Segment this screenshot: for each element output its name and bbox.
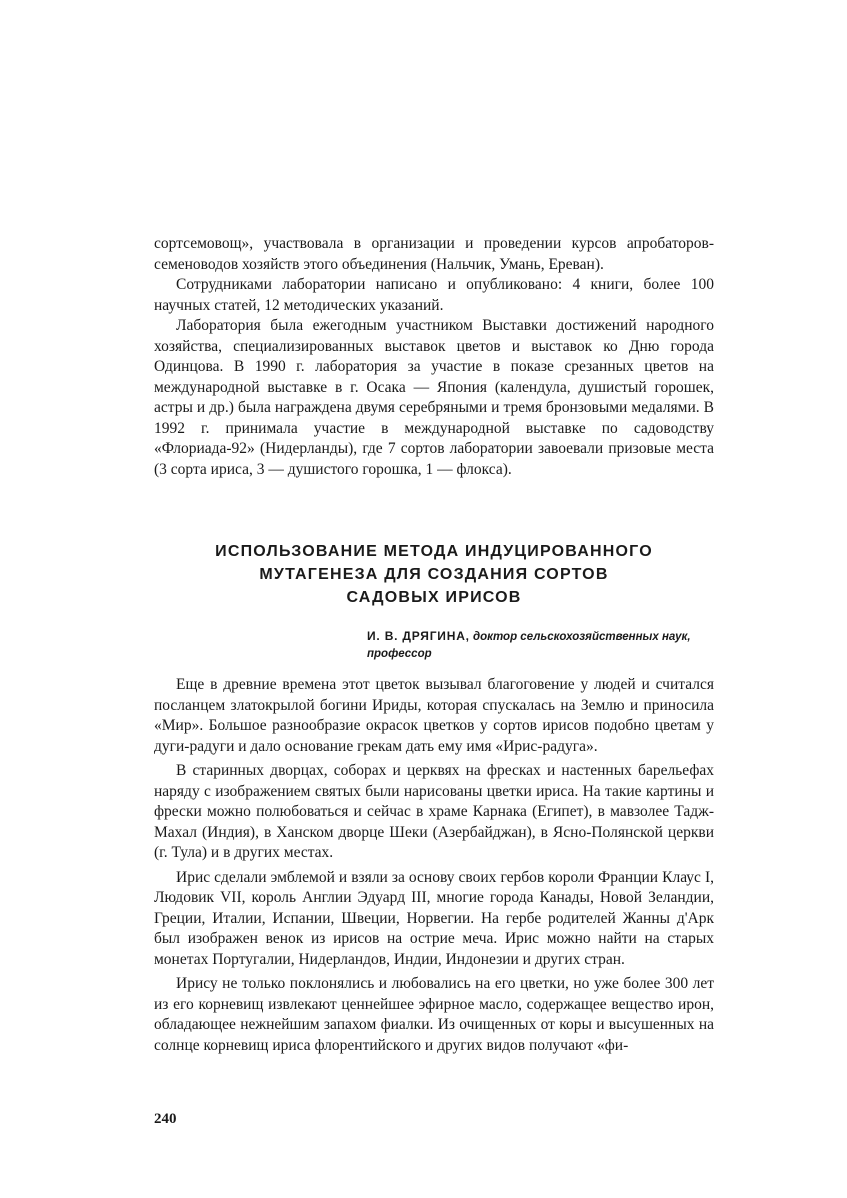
page-number: 240 xyxy=(154,1111,177,1127)
author-name: И. В. ДРЯГИНА, xyxy=(367,629,470,643)
exhibitions-paragraph: Лаборатория была ежегодным участником Выставки достижений народного хозяйства, специализированных выставок цветов и выставок ко Дню города Одинцова. В 1990 г. лаборатория за участие в показе срезанных цветов на международной выставке в г. Осака — Япония (календула, душистый горошек, астры и др.) была награждена двумя серебряными и тремя бронзовыми медалями. В 1992 г. принимала участие в международной выставке по садоводству «Флориада-92» (Нидерланды), где 7 сортов лаборатории завоевали призовые места (3 сорта ириса, 3 — душистого горошка, 1 — флокса). xyxy=(154,317,714,478)
author-credentials: доктор сельскохозяйственных наук, профессор xyxy=(367,631,691,660)
previous-article-ending xyxy=(154,234,714,480)
title-line-1: ИСПОЛЬЗОВАНИЕ МЕТОДА ИНДУЦИРОВАННОГО xyxy=(215,543,653,560)
body-paragraph: Ирису не только поклонялись и любовались на его цветки, но уже более 300 лет из его корневищ извлекают ценнейшее эфирное масло, содержащее вещество ирон, обладающее нежнейшим запахом фиалки. Из очищенных от коры и высушенных на солнце корневищ ириса флорентийского и других видов получают «фи- xyxy=(154,975,714,1054)
publications-paragraph: Сотрудниками лаборатории написано и опубликовано: 4 книги, более 100 научных статей, 12 методических указаний. xyxy=(154,276,714,314)
article-body xyxy=(154,675,714,1056)
body-paragraph: Ирис сделали эмблемой и взяли за основу своих гербов короли Франции Клаус I, Людовик VII, король Англии Эдуард III, многие города Канады, Новой Зеландии, Греции, Италии, Испании, Швеции, Норвегии. На гербе родителей Жанны д'Арк был изображен венок из ирисов на острие меча. Ирис можно найти на старых монетах Португалии, Нидерландов, Индии, Индонезии и других стран. xyxy=(154,868,714,968)
article-title xyxy=(154,540,714,609)
title-line-2: МУТАГЕНЕЗА ДЛЯ СОЗДАНИЯ СОРТОВ xyxy=(259,566,609,583)
author-byline xyxy=(367,628,707,663)
body-paragraph: В старинных дворцах, соборах и церквях на фресках и настенных барельефах наряду с изображением святых были нарисованы цветки ириса. На такие картины и фрески можно полюбоваться и сейчас в храме Карнака (Египет), в мавзолее Тадж-Махал (Индия), в Ханском дворце Шеки (Азербайджан), в Ясно-Полянской церкви (г. Тула) и в других местах. xyxy=(154,762,714,861)
body-paragraph: Еще в древние времена этот цветок вызывал благоговение у людей и считался посланцем златокрылой богини Ириды, которая спускалась на Землю и приносила «Мир». Большое разнообразие окрасок цветков у сортов ирисов подобно цветам у дуги-радуги и дало основание грекам дать ему имя «Ирис-радуга». xyxy=(154,676,714,755)
title-line-3: САДОВЫХ ИРИСОВ xyxy=(346,589,522,606)
continued-paragraph: сортсемовощ», участвовала в организации и проведении курсов апробаторов-семеноводов хозяйств этого объединения (Нальчик, Умань, Ереван). xyxy=(154,235,714,273)
